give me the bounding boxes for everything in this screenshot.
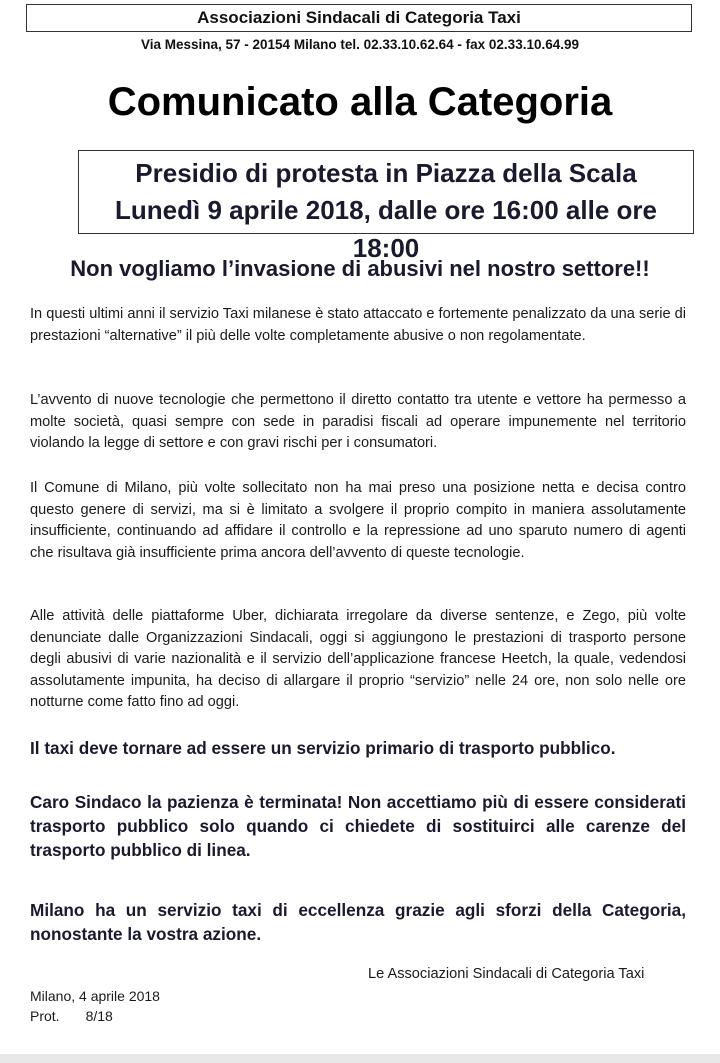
signature-line: Le Associazioni Sindacali di Categoria Taxi [368, 966, 645, 982]
statement-1: Il taxi deve tornare ad essere un servizio primario di trasporto pubblico. [30, 738, 616, 758]
event-box [78, 150, 694, 263]
event-datetime: Lunedì 9 aprile 2018, dalle ore 16:00 alle ore 18:00 [115, 195, 657, 263]
event-title: Presidio di protesta in Piazza della Scala [135, 158, 637, 188]
body-paragraph-2: L’avvento di nuove tecnologie che permettono il diretto contatto tra utente e vettore ha permesso a molte società, quasi sempre con sede in paradisi fiscali ad operare impunemente nel territorio violando la legge di settore e con gravi rischi per i consumatori. [30, 392, 686, 451]
statement-3: Milano ha un servizio taxi di eccellenza grazie agli sforzi della Categoria, nonostante la vostra azione. [30, 900, 686, 944]
statement-2: Caro Sindaco la pazienza è terminata! Non accettiamo più di essere considerati trasporto pubblico solo quando ci chiedete di sostituirci alle carenze del trasporto pubblico di linea. [30, 792, 686, 860]
slogan-heading: Non vogliamo l’invasione di abusivi nel nostro settore!! [70, 256, 650, 281]
organization-address: Via Messina, 57 - 20154 Milano tel. 02.33.10.62.64 - fax 02.33.10.64.99 [140, 37, 580, 52]
organization-header [26, 4, 692, 32]
organization-name: Associazioni Sindacali di Categoria Taxi [197, 8, 521, 27]
body-paragraph-4: Alle attività delle piattaforme Uber, dichiarata irregolare da diverse sentenze, e Zego, più volte denunciate dalle Organizzazioni Sindacali, oggi si aggiungono le prestazioni di trasporto persone degli abusivi di varie nazionalità e il servizio dell’applicazione francese Heetch, la quale, vedendosi assolutamente impunita, ha deciso di allargare il proprio “servizio” nelle 24 ore, non solo nelle ore notturne come fatto fino ad oggi. [30, 608, 686, 710]
footer-date: Milano, 4 aprile 2018 [30, 988, 160, 1004]
protocol-number: 8/18 [85, 1008, 113, 1024]
page-title: Comunicato alla Categoria [107, 80, 613, 124]
body-paragraph-3: Il Comune di Milano, più volte sollecitato non ha mai preso una posizione netta e decisa contro questo genere di servizi, ma si è limitato a svolgere il proprio compito in maniera assolutamente insufficiente, continuando ad affidare il controllo e la repressione ad uno sparuto numero di agenti che risultava già insufficiente prima ancora dell’avvento di queste tecnologie. [30, 480, 686, 561]
body-paragraph-1: In questi ultimi anni il servizio Taxi milanese è stato attaccato e fortemente penalizzato da una serie di prestazioni “alternative” il più delle volte completamente abusive o non regolamentate. [30, 306, 686, 344]
footer-protocol [30, 1006, 113, 1026]
protocol-label: Prot. [30, 1008, 60, 1024]
page-bottom-edge [0, 1054, 720, 1063]
